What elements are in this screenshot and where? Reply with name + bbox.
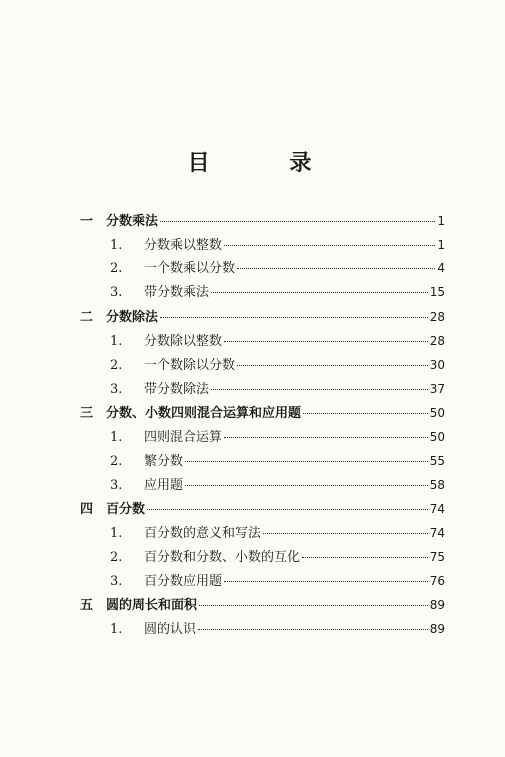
entry-title: 分数乘法 — [106, 214, 159, 229]
chapter-number: 三 — [80, 406, 94, 421]
entry-title: 百分数应用题 — [144, 574, 223, 589]
toc-entry[interactable] — [80, 451, 445, 471]
page-title: 目 录 — [187, 151, 348, 176]
dot-leader — [237, 365, 428, 366]
section-number: 1. — [110, 334, 123, 349]
dot-leader — [224, 437, 428, 438]
toc-entry[interactable] — [80, 379, 445, 399]
entry-title: 分数、小数四则混合运算和应用题 — [106, 406, 302, 421]
section-number: 1. — [110, 238, 123, 253]
section-number: 3. — [110, 382, 123, 397]
toc-entry[interactable] — [80, 619, 445, 639]
entry-title: 繁分数 — [144, 454, 184, 469]
page-number: 89 — [429, 622, 445, 636]
dot-leader — [211, 292, 428, 293]
dot-leader — [185, 485, 428, 486]
toc-entry[interactable] — [80, 475, 445, 495]
toc-entry[interactable] — [80, 547, 445, 567]
page-number: 75 — [429, 550, 445, 564]
dot-leader — [303, 413, 428, 414]
page-number: 74 — [429, 526, 445, 540]
dot-leader — [211, 389, 428, 390]
section-number: 1. — [110, 622, 123, 637]
toc-entry[interactable] — [80, 427, 445, 447]
entry-title: 百分数 — [106, 502, 146, 517]
section-number: 3. — [110, 574, 123, 589]
chapter-number: 二 — [80, 310, 94, 325]
toc-entry[interactable] — [80, 211, 445, 231]
toc-entry[interactable] — [80, 331, 445, 351]
section-number: 2. — [110, 261, 123, 276]
section-number: 2. — [110, 358, 123, 373]
entry-title: 应用题 — [144, 478, 184, 493]
entry-title: 圆的周长和面积 — [106, 598, 198, 613]
page-number: 28 — [429, 334, 445, 348]
dot-leader — [302, 557, 428, 558]
entry-title: 分数乘以整数 — [144, 238, 223, 253]
entry-title: 分数除以整数 — [144, 334, 223, 349]
page-number: 89 — [429, 598, 445, 612]
page-number: 28 — [429, 310, 445, 324]
dot-leader — [160, 221, 435, 222]
dot-leader — [160, 317, 428, 318]
page-number: 58 — [429, 478, 445, 492]
page-number: 74 — [429, 502, 445, 516]
dot-leader — [263, 533, 428, 534]
chapter-number: 五 — [80, 598, 94, 613]
toc-entry[interactable] — [80, 571, 445, 591]
chapter-number: 四 — [80, 502, 94, 517]
section-number: 1. — [110, 526, 123, 541]
page-number: 50 — [429, 406, 445, 420]
page-number: 1 — [437, 214, 445, 228]
entry-title: 分数除法 — [106, 310, 159, 325]
section-number: 1. — [110, 430, 123, 445]
entry-title: 圆的认识 — [144, 622, 197, 637]
dot-leader — [198, 629, 428, 630]
toc-entry[interactable] — [80, 235, 445, 255]
entry-title: 带分数除法 — [144, 382, 210, 397]
toc-entry[interactable] — [80, 523, 445, 543]
dot-leader — [224, 581, 428, 582]
page-number: 50 — [429, 430, 445, 444]
section-number: 3. — [110, 285, 123, 300]
section-number: 2. — [110, 550, 123, 565]
toc-entry[interactable] — [80, 307, 445, 327]
page-number: 37 — [429, 382, 445, 396]
toc-entry[interactable] — [80, 258, 445, 278]
page-number: 1 — [437, 238, 445, 252]
toc-entry[interactable] — [80, 355, 445, 375]
dot-leader — [147, 509, 428, 510]
page-number: 15 — [429, 285, 445, 299]
page-number: 30 — [429, 358, 445, 372]
page-number: 55 — [429, 454, 445, 468]
entry-title: 带分数乘法 — [144, 285, 210, 300]
dot-leader — [185, 461, 428, 462]
entry-title: 四则混合运算 — [144, 430, 223, 445]
page-number: 4 — [437, 261, 445, 275]
toc-entry[interactable] — [80, 595, 445, 615]
entry-title: 一个数乘以分数 — [144, 261, 236, 276]
toc-entry[interactable] — [80, 282, 445, 302]
entry-title: 百分数和分数、小数的互化 — [144, 550, 301, 565]
dot-leader — [224, 341, 428, 342]
dot-leader — [237, 268, 435, 269]
section-number: 3. — [110, 478, 123, 493]
chapter-number: 一 — [80, 214, 94, 229]
toc-entry[interactable] — [80, 499, 445, 519]
entry-title: 百分数的意义和写法 — [144, 526, 262, 541]
section-number: 2. — [110, 454, 123, 469]
entry-title: 一个数除以分数 — [144, 358, 236, 373]
dot-leader — [199, 605, 428, 606]
toc-entry[interactable] — [80, 403, 445, 423]
page-number: 76 — [429, 574, 445, 588]
dot-leader — [224, 245, 435, 246]
